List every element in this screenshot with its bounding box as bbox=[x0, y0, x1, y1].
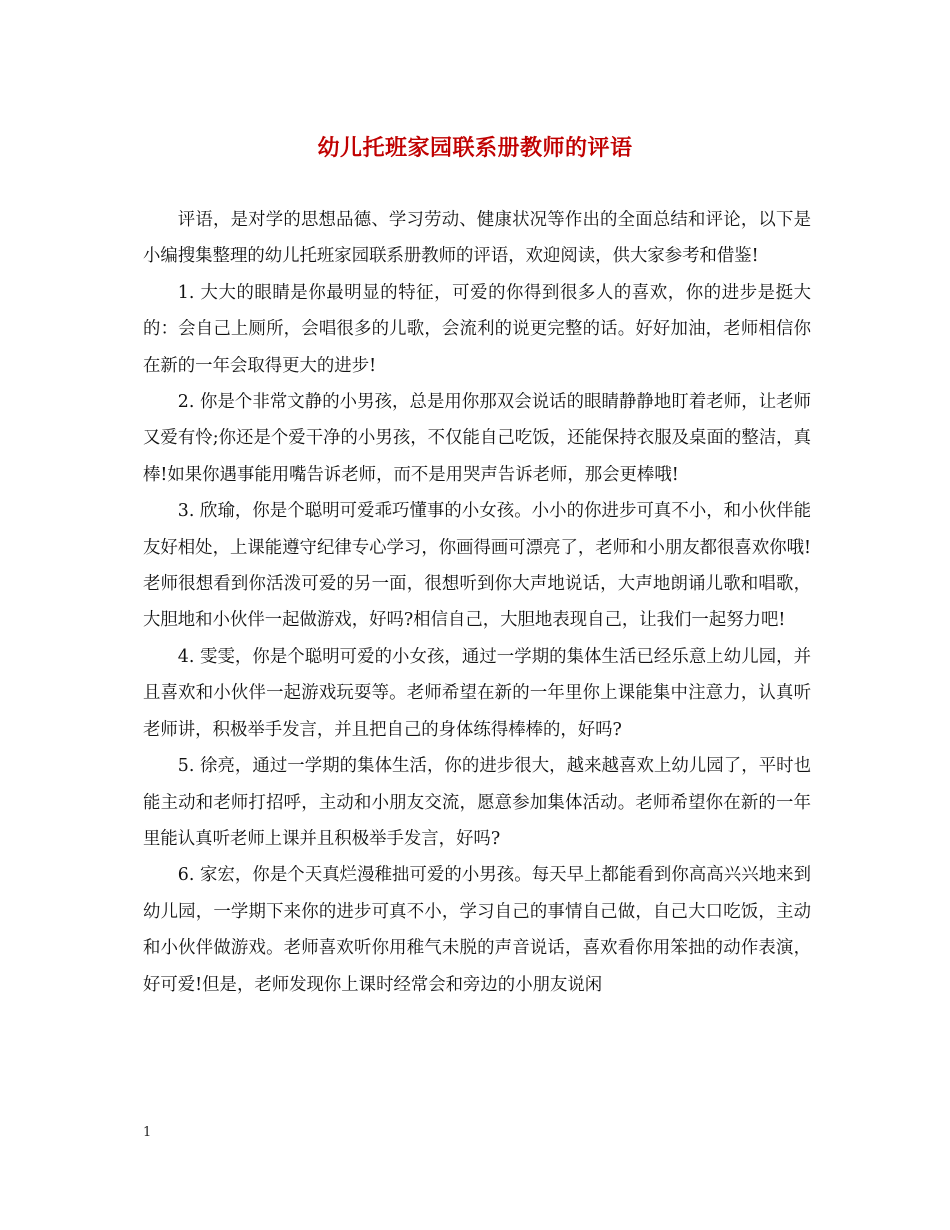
comment-paragraph-3: 3. 欣瑜，你是个聪明可爱乖巧懂事的小女孩。小小的你进步可真不小，和小伙伴能友好相处，上课能遵守纪律专心学习，你画得画可漂亮了，老师和小朋友都很喜欢你哦!老师很想看到你活泼可爱的另一面，很想听到你大声地说话，大声地朗诵儿歌和唱歌，大胆地和小伙伴一起做游戏，好吗?相信自己，大胆地表现自己，让我们一起努力吧! bbox=[143, 501, 811, 631]
comment-paragraph-5: 5. 徐亮，通过一学期的集体生活，你的进步很大，越来越喜欢上幼儿园了，平时也能主动和老师打招呼，主动和小朋友交流，愿意参加集体活动。老师希望你在新的一年里能认真听老师上课并且积极举手发言，好吗? bbox=[143, 756, 811, 849]
comment-paragraph-4: 4. 雯雯，你是个聪明可爱的小女孩，通过一学期的集体生活已经乐意上幼儿园，并且喜欢和小伙伴一起游戏玩耍等。老师希望在新的一年里你上课能集中注意力，认真听老师讲，积极举手发言，并且把自己的身体练得棒棒的，好吗? bbox=[143, 646, 811, 740]
comment-paragraph-2: 2. 你是个非常文静的小男孩，总是用你那双会说话的眼睛静静地盯着老师，让老师又爱有怜;你还是个爱干净的小男孩，不仅能自己吃饭，还能保持衣服及桌面的整洁，真棒!如果你遇事能用嘴告诉老师，而不是用哭声告诉老师，那会更棒哦! bbox=[143, 392, 811, 485]
document-title: 幼儿托班家园联系册教师的评语 bbox=[317, 135, 633, 161]
comment-paragraph-6: 6. 家宏，你是个天真烂漫稚拙可爱的小男孩。每天早上都能看到你高高兴兴地来到幼儿园，一学期下来你的进步可真不小，学习自己的事情自己做，自己大口吃饭，主动和小伙伴做游戏。老师喜欢听你用稚气未脱的声音说话，喜欢看你用笨拙的动作表演，好可爱!但是，老师发现你上课时经常会和旁边的小朋友说闲 bbox=[143, 865, 811, 995]
intro-paragraph: 评语，是对学的思想品德、学习劳动、健康状况等作出的全面总结和评论，以下是小编搜集整理的幼儿托班家园联系册教师的评语，欢迎阅读，供大家参考和借鉴! bbox=[143, 210, 811, 267]
page-number: 1 bbox=[143, 1125, 152, 1140]
document-body bbox=[143, 202, 811, 1003]
comment-paragraph-1: 1. 大大的眼睛是你最明显的特征，可爱的你得到很多人的喜欢，你的进步是挺大的：会自己上厕所，会唱很多的儿歌，会流利的说更完整的话。好好加油，老师相信你在新的一年会取得更大的进步! bbox=[143, 282, 811, 376]
